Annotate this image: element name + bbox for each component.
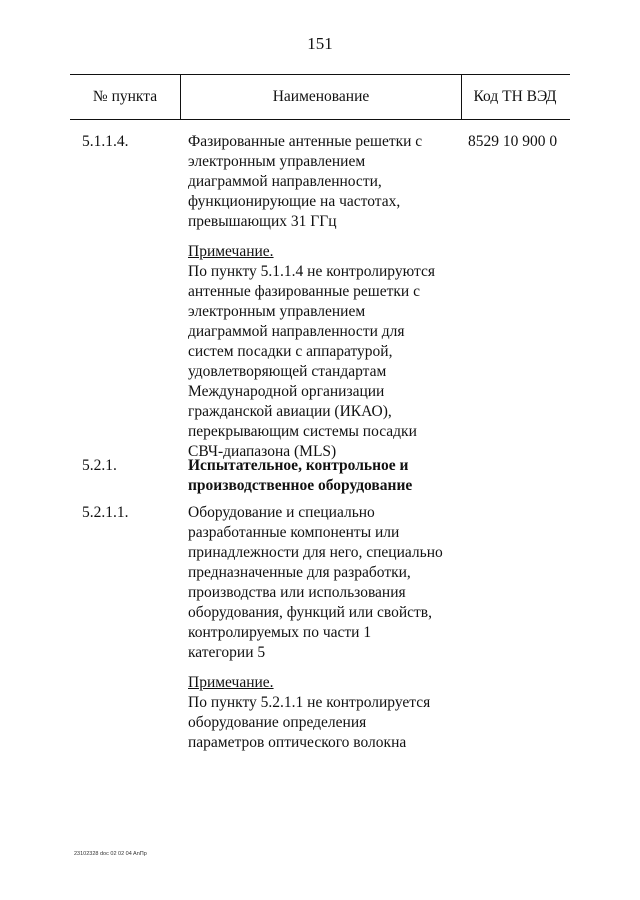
footer-code: 23102328 doc 02 02 04 AnПр: [74, 851, 147, 857]
item-code: 8529 10 900 0: [468, 133, 558, 150]
item-number: 5.2.1.1.: [82, 504, 129, 521]
text-line: электронным управлением: [188, 153, 366, 170]
note-line: По пункту 5.1.1.4 не контролируются: [188, 263, 435, 280]
text-line: контролируемых по части 1: [188, 624, 372, 641]
note-label: Примечание.: [188, 243, 274, 260]
note-line: перекрывающим системы посадки: [188, 423, 417, 440]
note-line: удовлетворяющей стандартам: [188, 363, 387, 380]
header-code: Код ТН ВЭД: [473, 88, 557, 105]
header-name: Наименование: [180, 75, 462, 119]
note-line: антенные фазированные решетки с: [188, 283, 420, 300]
text-line: принадлежности для него, специально: [188, 544, 443, 561]
text-line: производства или использования: [188, 584, 406, 601]
text-line: производственное оборудование: [188, 477, 413, 494]
note-line: По пункту 5.2.1.1 не контролируется: [188, 694, 431, 711]
text-line: превышающих 31 ГГц: [188, 213, 337, 230]
text-line: Оборудование и специально: [188, 504, 375, 521]
item-name: [188, 132, 456, 462]
note-line: диаграммой направленности для: [188, 323, 405, 340]
text-line: оборудования, функций или свойств,: [188, 604, 432, 621]
note-line: гражданской авиации (ИКАО),: [188, 403, 392, 420]
item-number: 5.2.1.: [82, 457, 117, 474]
item-number: 5.1.1.4.: [82, 133, 129, 150]
note-line: параметров оптического волокна: [188, 734, 407, 751]
note-label: Примечание.: [188, 674, 274, 691]
item-name: [188, 456, 456, 496]
header-item-number: № пункта: [92, 88, 158, 105]
item-name: [188, 503, 456, 753]
text-line: предназначенные для разработки,: [188, 564, 411, 581]
table-header: [70, 74, 570, 120]
note-line: оборудование определения: [188, 714, 367, 731]
text-line: категории 5: [188, 644, 266, 661]
page-number: 151: [307, 34, 333, 53]
note-line: электронным управлением: [188, 303, 366, 320]
text-line: Испытательное, контрольное и: [188, 457, 409, 474]
note-line: СВЧ-диапазона (MLS): [188, 443, 337, 460]
text-line: Фазированные антенные решетки с: [188, 133, 423, 150]
text-line: разработанные компоненты или: [188, 524, 400, 541]
text-line: функционирующие на частотах,: [188, 193, 401, 210]
note-line: систем посадки с аппаратурой,: [188, 343, 393, 360]
text-line: диаграммой направленности,: [188, 173, 382, 190]
note-line: Международной организации: [188, 383, 385, 400]
